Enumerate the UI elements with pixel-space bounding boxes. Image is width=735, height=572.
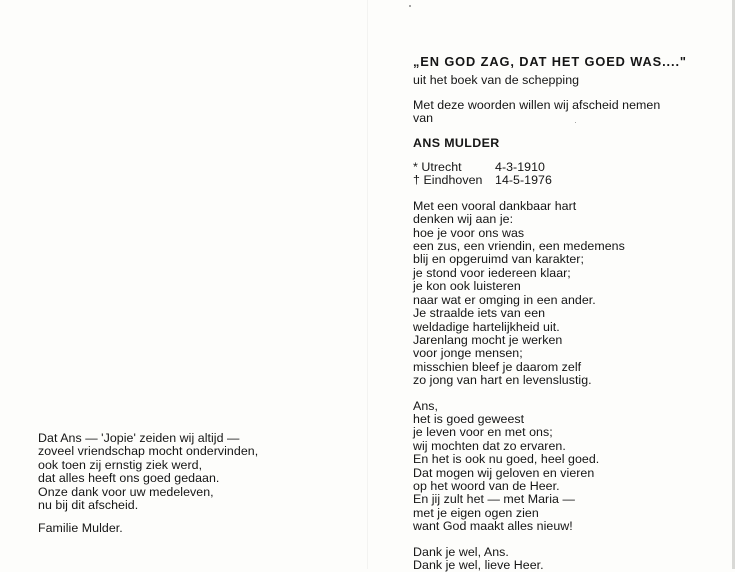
poem-line: Ans, <box>413 398 438 413</box>
poem-line: voor jonge mensen; <box>413 346 523 361</box>
poem-line: je kon ook luisteren <box>413 279 521 294</box>
death-line <box>413 174 687 187</box>
poem-line: Jarenlang mocht je werken <box>413 332 563 347</box>
right-panel <box>413 55 687 572</box>
poem-line: Met een vooral dankbaar hart <box>413 198 577 213</box>
poem-line: je stond voor iedereen klaar; <box>413 265 571 280</box>
poem-line: op het woord van de Heer. <box>413 478 560 493</box>
death-place: Eindhoven <box>423 173 483 188</box>
text-line: zoveel vriendschap mocht ondervinden, <box>38 444 259 459</box>
poem-line: En het is ook nu goed, heel goed. <box>413 452 600 467</box>
birth-symbol: * <box>413 160 418 175</box>
poem-line: naar wat er omging in een ander. <box>413 292 596 307</box>
text-line: Dank je wel, lieve Heer. <box>413 558 544 572</box>
poem-line: weldadige hartelijkheid uit. <box>413 319 560 334</box>
text-line: Onze dank voor uw medeleven, <box>38 484 214 499</box>
death-date: 14-5-1976 <box>495 173 552 188</box>
birth-place: Utrecht <box>421 160 462 175</box>
bible-quote-title: „EN GOD ZAG, DAT HET GOED WAS...." <box>413 54 687 69</box>
poem-line: blij en opgeruimd van karakter; <box>413 252 584 267</box>
left-panel <box>38 432 258 536</box>
poem-line: misschien bleef je daarom zelf <box>413 359 582 374</box>
text-line: dat alles heeft ons goed gedaan. <box>38 471 220 486</box>
poem-line: hoe je voor ons was <box>413 225 525 240</box>
fold-line <box>367 0 368 569</box>
text-line: Dank je wel, Ans. <box>413 544 509 559</box>
poem-stanza-1 <box>413 200 687 388</box>
thanks-text <box>38 432 258 512</box>
poem-line: zo jong van hart en levenslustig. <box>413 373 592 388</box>
signature: Familie Mulder. <box>38 521 123 536</box>
text-line: Dat Ans — 'Jopie' zeiden wij altijd — <box>38 431 240 445</box>
poem-line: je leven voor en met ons; <box>413 425 553 440</box>
poem-line: En jij zult het — met Maria — <box>413 492 575 507</box>
poem-line: het is goed geweest <box>413 411 525 426</box>
poem-line: wij mochten dat zo ervaren. <box>413 438 566 453</box>
birth-date: 4-3-1910 <box>495 160 545 175</box>
poem-line: Dat mogen wij geloven en vieren <box>413 465 595 480</box>
poem-line: met je eigen ogen zien <box>413 505 539 520</box>
poem-line: een zus, een vriendin, een medemens <box>413 239 625 254</box>
poem-line: Je straalde iets van een <box>413 306 546 321</box>
quote-source: uit het boek van de schepping <box>413 73 580 88</box>
closing-text <box>413 546 687 572</box>
text-line: van <box>413 111 434 126</box>
cross-icon: † <box>413 173 420 188</box>
intro-text <box>413 99 687 126</box>
birth-line <box>413 161 687 174</box>
print-speck <box>409 5 411 7</box>
text-line: ook toen zij ernstig ziek werd, <box>38 457 203 472</box>
poem-line: want God maakt alles nieuw! <box>413 519 573 534</box>
poem-stanza-2 <box>413 400 687 534</box>
text-line: nu bij dit afscheid. <box>38 498 139 513</box>
deceased-name: ANS MULDER <box>413 135 500 150</box>
poem-line: denken wij aan je: <box>413 212 514 227</box>
text-line: Met deze woorden willen wij afscheid nemen <box>413 97 661 112</box>
